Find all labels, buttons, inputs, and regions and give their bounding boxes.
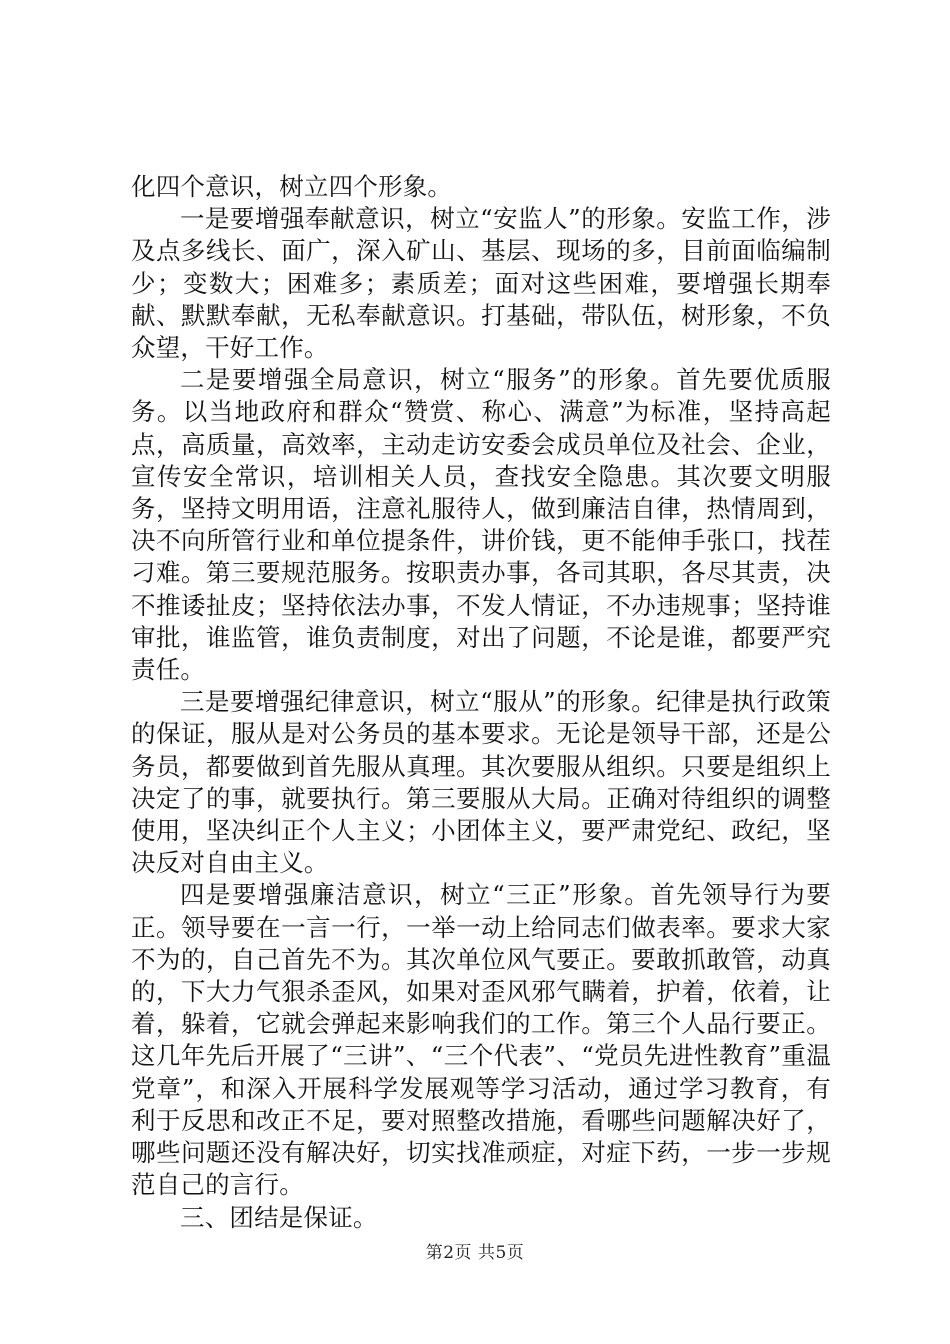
paragraph-dedication: 一是要增强奉献意识，树立“安监人”的形象。安监工作，涉及点多线长、面广，深入矿山、基层、现场的多，目前面临编制少；变数大；困难多；素质差；面对这些困难，要增强长期奉献、默默奉献，无私奉献意识。打基础，带队伍，树形象，不负众望，干好工作。 — [131, 204, 831, 363]
paragraph-service: 二是要增强全局意识，树立“服务”的形象。首先要优质服务。以当地政府和群众“赞赏、称心、满意”为标准，坚持高起点，高质量，高效率，主动走访安委会成员单位及社会、企业，宣传安全常识，培训相关人员，查找安全隐患。其次要文明服务，坚持文明用语，注意礼服待人，做到廉洁自律，热情周到，决不向所管行业和单位提条件，讲价钱，更不能伸手张口，找茬刁难。第三要规范服务。按职责办事，各司其职，各尽其责，决不推诿扯皮；坚持依法办事，不发人情证，不办违规事；坚持谁审批，谁监管，谁负责制度，对出了问题，不论是谁，都要严究责任。 — [131, 365, 831, 685]
paragraph-continuation: 化四个意识，树立四个形象。 — [131, 172, 453, 201]
page-number-footer: 第2页 共5页 — [425, 1243, 525, 1263]
section-heading-unity: 三、团结是保证。 — [180, 1202, 378, 1232]
paragraph-integrity: 四是要增强廉洁意识，树立“三正”形象。首先领导行为要正。领导要在一言一行，一举一动上给同志们做表率。要求大家不为的，自己首先不为。其次单位风气要正。要敢抓敢管，动真的，下大力气狠杀歪风，如果对歪风邪气瞒着，护着，依着，让着，躲着，它就会弹起来影响我们的工作。第三个人品行要正。这几年先后开展了“三讲”、“三个代表”、“党员先进性教育”重温党章”，和深入开展科学发展观等学习活动，通过学习教育，有利于反思和改正不足，要对照整改措施，看哪些问题解决好了，哪些问题还没有解决好，切实找准顽症，对症下药，一步一步规范自己的言行。 — [131, 880, 831, 1200]
paragraph-discipline: 三是要增强纪律意识，树立“服从”的形象。纪律是执行政策的保证，服从是对公务员的基本要求。无论是领导干部，还是公务员，都要做到首先服从真理。其次要服从组织。只要是组织上决定了的事，就要执行。第三要服从大局。正确对待组织的调整使用，坚决纠正个人主义；小团体主义，要严肃党纪、政纪，坚决反对自由主义。 — [131, 687, 831, 878]
document-body — [131, 171, 831, 1234]
